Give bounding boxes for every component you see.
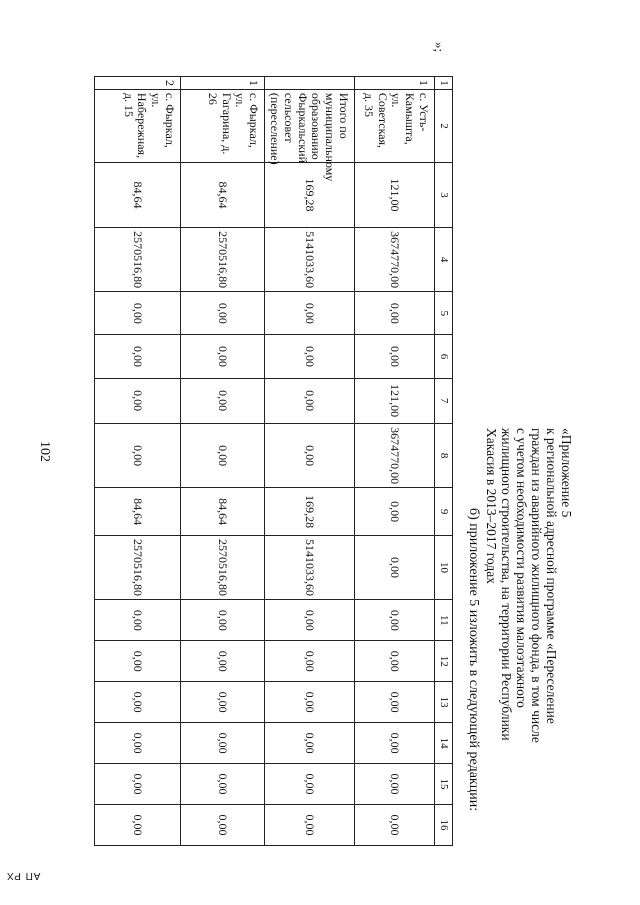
page-number: 102 <box>37 441 52 462</box>
value-cell: 0,00 <box>265 723 355 764</box>
appendix-heading-line: жилищного строительства, на территории Республики <box>499 428 514 741</box>
header-cell: 3 <box>435 163 453 228</box>
value-cell: 0,00 <box>265 600 355 641</box>
value-cell: 84,64 <box>181 163 265 228</box>
value-cell: 0,00 <box>354 764 434 805</box>
value-cell: 0,00 <box>181 335 265 378</box>
row-number-cell <box>265 77 355 90</box>
value-cell: 0,00 <box>181 723 265 764</box>
value-cell: 0,00 <box>95 641 181 682</box>
header-cell: 12 <box>435 641 453 682</box>
value-cell: 0,00 <box>354 641 434 682</box>
value-cell: 3674770,00 <box>354 423 434 488</box>
value-cell: 84,64 <box>181 488 265 535</box>
value-cell: 0,00 <box>354 335 434 378</box>
table-header-row <box>435 77 453 846</box>
value-cell: 0,00 <box>181 682 265 723</box>
address-cell: Итого по муниципальному образованию Фыркальский сельсовет (переселение) <box>265 89 355 162</box>
appendix-heading-line: к региональной адресной программе «Переселение <box>544 428 559 724</box>
header-cell: 15 <box>435 764 453 805</box>
value-cell: 0,00 <box>181 378 265 423</box>
value-cell: 0,00 <box>265 335 355 378</box>
header-cell: 6 <box>435 335 453 378</box>
value-cell: 0,00 <box>181 804 265 845</box>
header-cell: 1 <box>435 77 453 90</box>
close-quote: »; <box>432 42 447 53</box>
value-cell: 2570516,80 <box>95 535 181 600</box>
value-cell: 169,28 <box>265 163 355 228</box>
value-cell: 0,00 <box>95 378 181 423</box>
value-cell: 121,00 <box>354 163 434 228</box>
value-cell: 0,00 <box>354 488 434 535</box>
value-cell: 0,00 <box>265 378 355 423</box>
value-cell: 84,64 <box>95 488 181 535</box>
value-cell: 5141033,60 <box>265 227 355 292</box>
value-cell: 3674770,00 <box>354 227 434 292</box>
header-cell: 13 <box>435 682 453 723</box>
header-cell: 4 <box>435 227 453 292</box>
address-cell: с. Фыркал, ул. Набережная, д. 15 <box>95 89 181 162</box>
header-cell: 10 <box>435 535 453 600</box>
header-cell: 14 <box>435 723 453 764</box>
resettlement-table <box>94 76 453 846</box>
value-cell: 0,00 <box>265 292 355 335</box>
header-cell: 7 <box>435 378 453 423</box>
value-cell: 0,00 <box>95 423 181 488</box>
header-cell: 2 <box>435 89 453 162</box>
row-number-cell: 1 <box>354 77 434 90</box>
value-cell: 0,00 <box>181 641 265 682</box>
value-cell: 2570516,80 <box>181 535 265 600</box>
appendix-heading-line: «Приложение 5 <box>559 428 574 518</box>
value-cell: 169,28 <box>265 488 355 535</box>
table-row <box>265 77 355 846</box>
value-cell: 0,00 <box>354 600 434 641</box>
header-cell: 9 <box>435 488 453 535</box>
value-cell: 0,00 <box>95 723 181 764</box>
appendix-heading-line: граждан из аварийного жилищного фонда, в том числе <box>529 428 544 743</box>
value-cell: 0,00 <box>95 335 181 378</box>
row-number-cell: 1 <box>181 77 265 90</box>
value-cell: 121,00 <box>354 378 434 423</box>
value-cell: 0,00 <box>95 764 181 805</box>
header-cell: 8 <box>435 423 453 488</box>
value-cell: 0,00 <box>95 804 181 845</box>
value-cell: 0,00 <box>354 804 434 845</box>
appendix-heading-line: с учетом необходимости развития малоэтажного <box>514 428 529 708</box>
value-cell: 0,00 <box>354 723 434 764</box>
value-cell: 0,00 <box>265 804 355 845</box>
table-row <box>95 77 181 846</box>
value-cell: 0,00 <box>181 764 265 805</box>
address-cell: с. Фыркал, ул. Гагарина, д. 26 <box>181 89 265 162</box>
header-cell: 16 <box>435 804 453 845</box>
value-cell: 0,00 <box>265 764 355 805</box>
header-cell: 11 <box>435 600 453 641</box>
value-cell: 2570516,80 <box>181 227 265 292</box>
value-cell: 0,00 <box>181 423 265 488</box>
value-cell: 84,64 <box>95 163 181 228</box>
appendix-heading-line: Хакасия в 2013–2017 годах <box>484 428 499 584</box>
value-cell: 0,00 <box>265 641 355 682</box>
table-row <box>354 77 434 846</box>
value-cell: 0,00 <box>95 682 181 723</box>
address-cell: с. Усть-Камышта, ул. Советская, д. 35 <box>354 89 434 162</box>
row-number-cell: 2 <box>95 77 181 90</box>
value-cell: 0,00 <box>354 292 434 335</box>
value-cell: 0,00 <box>265 682 355 723</box>
value-cell: 0,00 <box>95 600 181 641</box>
value-cell: 0,00 <box>181 600 265 641</box>
appendix-heading <box>484 428 574 743</box>
value-cell: 0,00 <box>95 292 181 335</box>
value-cell: 0,00 <box>265 423 355 488</box>
value-cell: 0,00 <box>181 292 265 335</box>
value-cell: 2570516,80 <box>95 227 181 292</box>
value-cell: 0,00 <box>354 535 434 600</box>
header-cell: 5 <box>435 292 453 335</box>
margin-mark: АП РХ <box>6 870 41 881</box>
value-cell: 0,00 <box>354 682 434 723</box>
instruction-text: б) приложение 5 изложить в следующей редакции: <box>466 508 481 812</box>
value-cell: 5141033,60 <box>265 535 355 600</box>
table-row <box>181 77 265 846</box>
